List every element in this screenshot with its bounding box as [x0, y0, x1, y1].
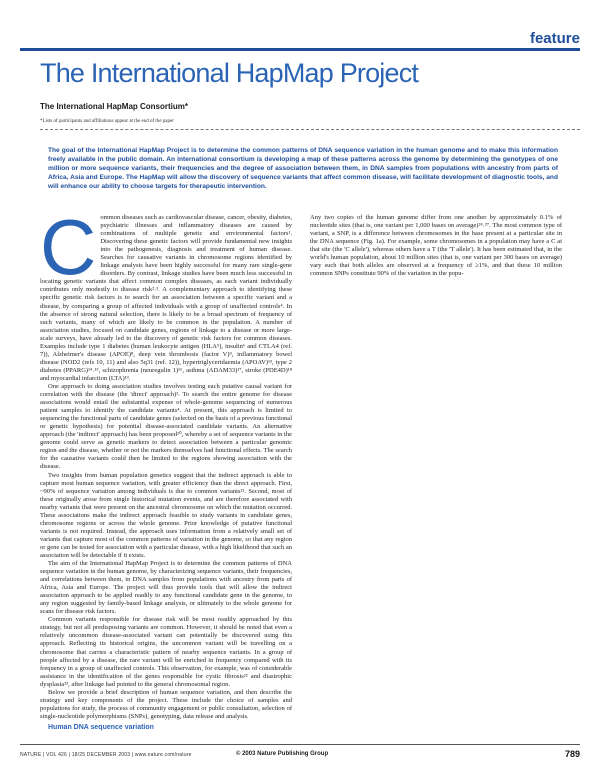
journal-citation: NATURE | VOL 426 | 18/25 DECEMBER 2003 | www.nature.com/nature	[20, 752, 192, 758]
paragraph-1	[40, 203, 292, 383]
author-line: The International HapMap Consortium*	[40, 102, 189, 111]
section-label: feature	[529, 30, 580, 47]
footer-rule	[20, 744, 580, 745]
drop-cap: C	[40, 203, 97, 291]
header-rule	[20, 48, 580, 51]
paragraph-3: Two insights from human population genetics suggest that the indirect approach is able to capture most human sequence variation, with greater efficiency than the direct approach. First, ~90% of sequence variation among individuals is due to common variants²¹. Second, most of these originally arose from single historical mutation events, and are therefore associated with nearby variants that were present on the ancestral chromosome on which the mutation occurred. These associations make the indirect approach feasible to study variants in candidate genes, chromosome regions or across the whole genome. Prior knowledge of putative functional variants is not required. Instead, the approach uses information from a relatively small set of variants that capture most of the common patterns of variation in the genome, so that any region or gene can be tested for association with a particular disease, with a high likelihood that such an association will be detectable if it exists.	[40, 471, 292, 559]
paragraph-7: Any two copies of the human genome differ from one another by approximately 0.1% of nucleotide sites (that is, one variant per 1,000 bases on average)²⁴˒²⁷. The most common type of variant, a SNP, is a difference between chromosomes in the base present at a particular site in the DNA sequence (Fig. 1a). For example, some chromosomes in a population may have a C at that site (the 'C allele'), whereas others have a T (the 'T allele'). It has been estimated that, in the world's human population, about 10 million sites (that is, one variant per 300 bases on average) vary such that both alleles are observed at a frequency of ≥1%, and that these 10 million common SNPs constitute 90% of the variation in the popu-	[310, 214, 562, 278]
author-footnote: *Lists of participants and affiliations appear at the end of the paper	[40, 119, 174, 124]
page-title: The International HapMap Project	[40, 58, 419, 88]
article-body	[40, 203, 562, 742]
copyright: © 2003 Nature Publishing Group	[236, 751, 329, 757]
page-number: 789	[564, 749, 580, 759]
paragraph-5: Common variants responsible for disease risk will be most readily approached by this strategy, but not all predisposing variants are common. However, it should be noted that even a relatively uncommon disease-associated variant can potentially be discovered using this approach. Reflecting its historical origins, the uncommon variant will be travelling on a chromosome that carries a characteristic pattern of nearby sequence variants. In a group of people affected by a disease, the rare variant will be enriched in frequency compared with its frequency in a group of unaffected controls. This observation, for example, was of considerable assistance in the identification of the genes responsible for cystic fibrosis²² and diastrophic dysplasia²³, after linkage had pointed to the general chromosomal region.	[40, 616, 292, 688]
paragraph-2: One approach to doing association studies involves testing each putative causal variant for correlation with the disease (the 'direct' approach)². To search the entire genome for disease associations would entail the substantial expense of whole-genome sequencing of numerous patient samples to identify the candidate variants⁴. At present, this approach is limited to sequencing the functional parts of candidate genes (selected on the basis of a previous functional or genetic hypothesis) for potential disease-associated candidate variants. An alternative approach (the 'indirect' approach) has been proposed²⁰, whereby a set of sequence variants in the genome could serve as genetic markers to detect association between a particular genomic region and the disease, whether or not the markers themselves had functional effects. The search for the causative variants could then be limited to the regions showing association with the disease.	[40, 382, 292, 471]
dashed-divider	[40, 129, 580, 130]
paragraph-1-text: ommon diseases such as cardiovascular disease, cancer, obesity, diabetes, psychiatric illnesses and inflammatory diseases are caused by combinations of multiple genetic and environmental factors¹. Discovering these genetic factors will provide fundamental new insights into the pathogenesis, diagnosis and treatment of human disease. Searches for causative variants in chromosome regions identified by linkage analysis have been highly successful for many rare single-gene disorders. By contrast, linkage studies have been much less successful in locating genetic variants that affect common complex diseases, as each variant individually contributes only modestly to disease risk²˒³. A complementary approach to identifying these specific genetic risk factors is to search for an association between a specific variant and a disease, by comparing a group of affected individuals with a group of unaffected controls⁴. In the absence of strong natural selection, there is likely to be a broad spectrum of frequency of such variants, many of which are likely to be common in the population. A number of association studies, focused on candidate genes, regions of linkage to a disease or more large-scale surveys, have already led to the discovery of genetic risk factors for common diseases. Examples include type 1 diabetes (human leukocyte antigen (HLA⁵), insulin⁶ and CTLA4 (ref. 7)), Alzheimer's disease (APOE)⁸, deep vein thrombosis (factor V)⁹, inflammatory bowel disease (NOD2 (refs 10, 11) and also 5q31 (ref. 12)), hypertriglyceridaemia (APOAV)¹³, type 2 diabetes (PPARG)¹⁴˒¹⁵, schizophrenia (neuregulin 1)¹⁶, asthma (ADAM33)¹⁷, stroke (PDE4D)¹⁸ and myocardial infarction (LTA)¹⁹.	[40, 214, 292, 382]
paragraph-6: Below we provide a brief description of human sequence variation, and then describe the strategy and key components of the project. These include the choice of samples and populations for study, the process of community engagement or public consultation, selection of single-nucleotide polymorphisms (SNPs), genotyping, data release and analysis.	[40, 688, 292, 720]
paragraph-4: The aim of the International HapMap Project is to determine the common patterns of DNA sequence variation in the human genome, by characterizing sequence variants, their frequencies, and correlations between them, in DNA samples from populations with ancestry from parts of Africa, Asia and Europe. The project will thus provide tools that will allow the indirect association approach to be applied readily to any functional candidate gene in the genome, to any region suggested by family-based linkage analysis, or ultimately to the whole genome for scans for disease risk factors.	[40, 560, 292, 616]
section-heading: Human DNA sequence variation	[48, 723, 154, 731]
abstract: The goal of the International HapMap Project is to determine the common patterns of DNA sequence variation in the human genome and to make this information freely available in the public domain. An international consortium is developing a map of these patterns across the genome by determining the genotypes of one million or more sequence variants, their frequencies and the degree of association between them, in DNA samples from populations with ancestry from parts of Africa, Asia and Europe. The HapMap will allow the discovery of sequence variants that affect common disease, will facilitate development of diagnostic tools, and will enhance our ability to choose targets for therapeutic intervention.	[48, 147, 558, 190]
